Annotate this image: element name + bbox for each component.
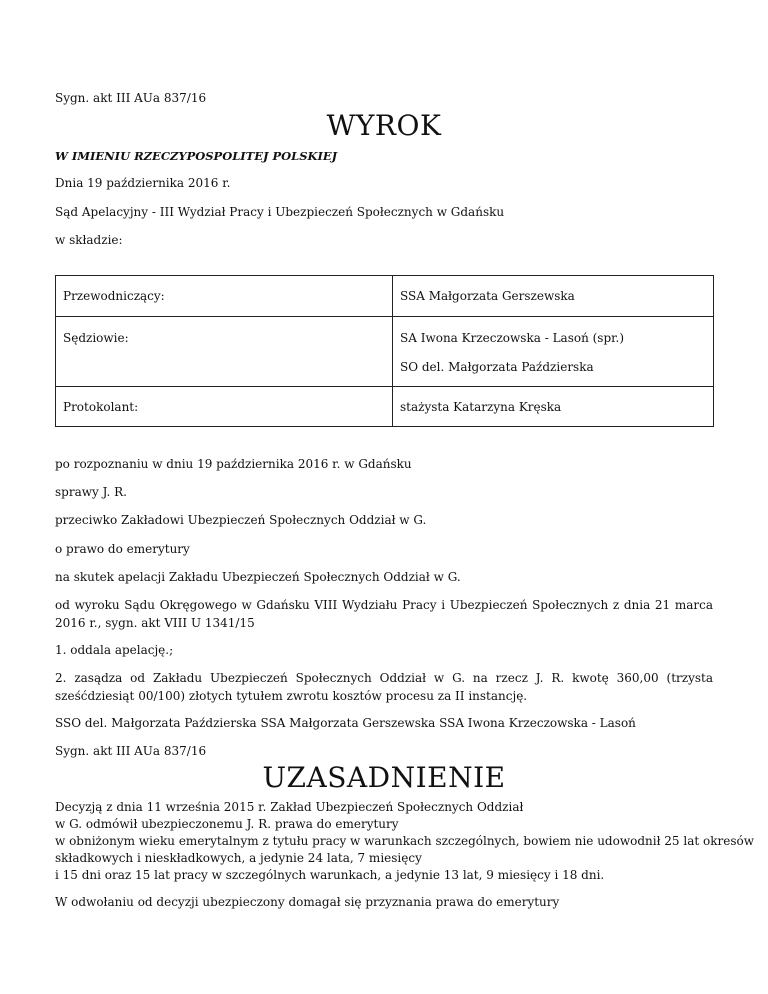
clerk-role: Protokolant: <box>63 400 139 414</box>
case-number-top: Sygn. akt III AUa 837/16 <box>55 91 207 105</box>
judges-row <box>56 317 714 387</box>
judge-1-name: SA Iwona Krzeczowska - Lasoń (spr.) <box>400 331 625 345</box>
judge-2-name: SO del. Małgorzata Paździerska <box>400 360 594 374</box>
clerk-name: stażysta Katarzyna Kręska <box>400 400 562 414</box>
clerk-role-cell <box>56 387 393 427</box>
chair-name: SSA Małgorzata Gerszewska <box>400 289 575 303</box>
justification-line-3: w obniżonym wieku emerytalnym z tytułu pracy w warunkach szczególnych, bowiem nie udowodnił 25 lat okresów <box>55 834 754 848</box>
proceedings-line-1: po rozpoznaniu w dniu 19 października 2016 r. w Gdańsku <box>55 457 412 471</box>
proceedings-line-2: sprawy J. R. <box>55 485 127 499</box>
chair-role-cell <box>56 276 393 317</box>
proceedings-line-5: na skutek apelacji Zakładu Ubezpieczeń Społecznych Oddział w G. <box>55 570 461 584</box>
chair-name-cell <box>393 276 714 317</box>
ruling-point-1: 1. oddala apelację.; <box>55 643 174 657</box>
judges-names-cell <box>393 317 714 387</box>
judgment-title: WYROK <box>326 109 442 142</box>
ruling-point-2: 2. zasądza od Zakładu Ubezpieczeń Społecznych Oddział w G. na rzecz J. R. kwotę 360,00 (trzysta sześćdziesiąt 00/100) złotych tytułem zwrotu kosztów procesu za II instancję. <box>55 671 713 703</box>
justification-line-2: w G. odmówił ubezpieczonemu J. R. prawa do emerytury <box>55 817 399 831</box>
signatures: SSO del. Małgorzata Paździerska SSA Małgorzata Gerszewska SSA Iwona Krzeczowska - Lasoń <box>55 716 636 730</box>
judges-role: Sędziowie: <box>63 331 129 345</box>
judges-role-cell <box>56 317 393 387</box>
chair-row <box>56 276 714 317</box>
court-name: Sąd Apelacyjny - III Wydział Pracy i Ubezpieczeń Społecznych w Gdańsku <box>55 205 505 219</box>
justification-line-4: składkowych i nieskładkowych, a jedynie 24 lata, 7 miesięcy <box>55 851 422 865</box>
justification-line-6: W odwołaniu od decyzji ubezpieczony domagał się przyznania prawa do emerytury <box>55 895 560 909</box>
justification-line-5: i 15 dni oraz 15 lat pracy w szczególnych warunkach, a jedynie 13 lat, 9 miesięcy i 18 dni. <box>55 868 605 882</box>
judgment-date: Dnia 19 października 2016 r. <box>55 176 231 190</box>
composition-label: w składzie: <box>55 233 123 247</box>
justification-title: UZASADNIENIE <box>262 761 506 794</box>
proceedings-line-6: od wyroku Sądu Okręgowego w Gdańsku VIII Wydziału Pracy i Ubezpieczeń Społecznych z dnia 21 marca 2016 r., sygn. akt VIII U 1341/15 <box>55 598 713 630</box>
chair-role: Przewodniczący: <box>63 289 165 303</box>
court-panel-table <box>55 275 714 427</box>
clerk-name-cell <box>393 387 714 427</box>
proceedings-line-4: o prawo do emerytury <box>55 542 190 556</box>
proceedings-line-3: przeciwko Zakładowi Ubezpieczeń Społecznych Oddział w G. <box>55 513 427 527</box>
justification-line-1: Decyzją z dnia 11 września 2015 r. Zakład Ubezpieczeń Społecznych Oddział <box>55 800 524 814</box>
judgment-subtitle: W IMIENIU RZECZYPOSPOLITEJ POLSKIEJ <box>55 149 338 163</box>
case-number-bottom: Sygn. akt III AUa 837/16 <box>55 744 207 758</box>
clerk-row <box>56 387 714 427</box>
